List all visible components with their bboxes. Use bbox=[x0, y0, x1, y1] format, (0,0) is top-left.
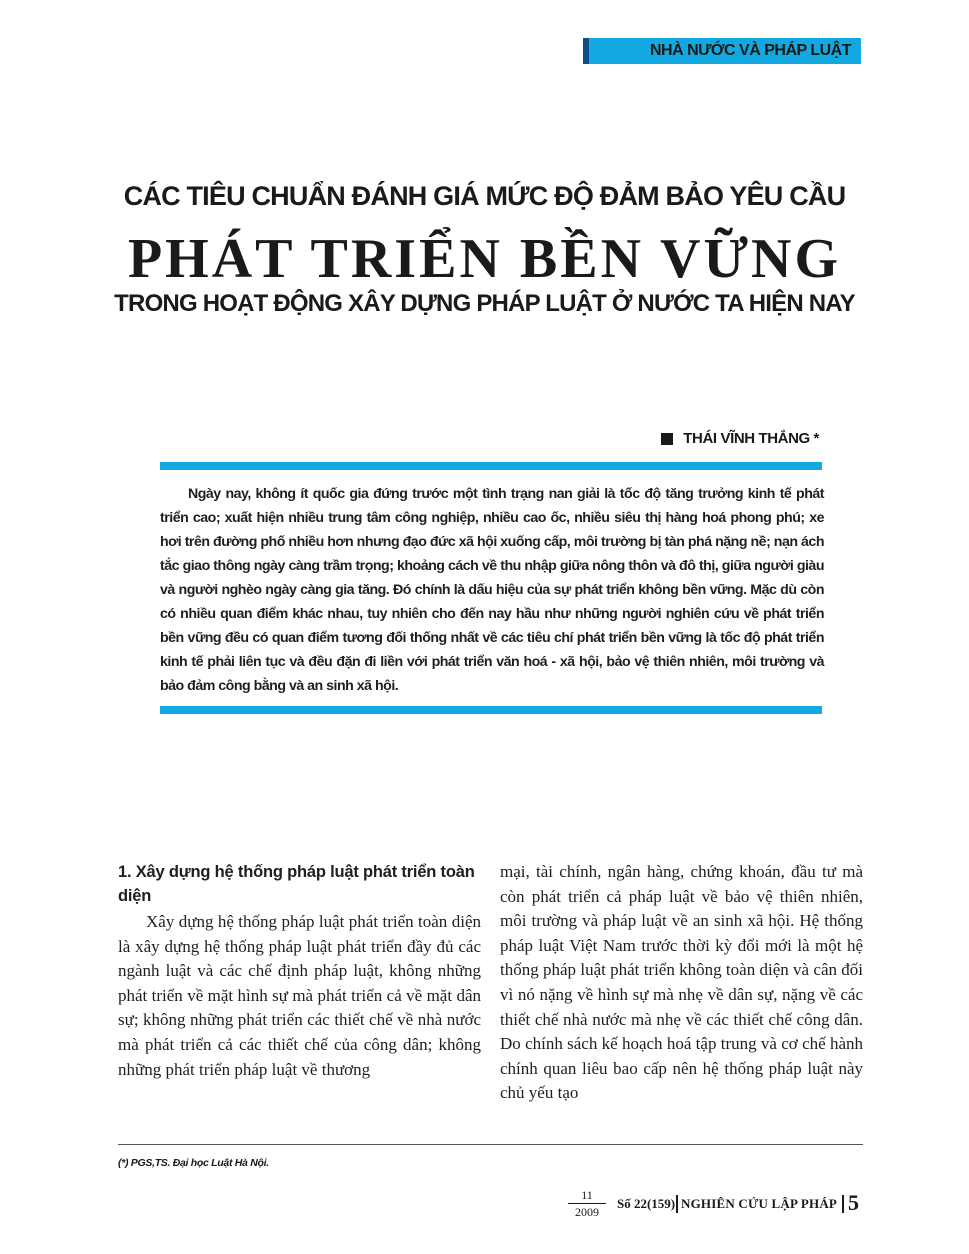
footnote-rule bbox=[118, 1144, 863, 1145]
footnote: (*) PGS,TS. Đại học Luật Hà Nội. bbox=[118, 1157, 269, 1169]
footer-journal: NGHIÊN CỨU LẬP PHÁP bbox=[681, 1196, 838, 1211]
body-paragraph-right: mại, tài chính, ngân hàng, chứng khoán, đầu tư mà còn phát triển cả pháp luật về bảo vệ thiên nhiên, môi trường và pháp luật về an sinh xã hội. Hệ thống pháp luật Việt Nam trước thời kỳ đổi mới là một hệ thống pháp luật phát triển không toàn diện và cân đối vì nó nặng về hình sự mà nhẹ về dân sự, nặng về các thiết chế nhà nước mà nhẹ về các thiết chế công dân. Do chính sách kế hoạch hoá tập trung và cơ chế hành chính quan liêu bao cấp nên hệ thống pháp luật này chủ yếu tạo bbox=[500, 862, 863, 1103]
body-column-left bbox=[118, 860, 481, 1082]
footer-divider-2 bbox=[842, 1195, 844, 1213]
footer-date-rule bbox=[568, 1203, 606, 1204]
body-paragraph-left: Xây dựng hệ thống pháp luật phát triển toàn diện là xây dựng hệ thống pháp luật phát triển đầy đủ các ngành luật và các chế định pháp luật, không những phát triển về mặt hình sự mà phát triển cả về mặt dân sự; không những phát triển các thiết chế về nhà nước mà phát triển cả các thiết chế của công dân; không những phát triển pháp luật về thương bbox=[118, 912, 481, 1079]
footer-divider-1 bbox=[676, 1195, 678, 1213]
title-line-3: TRONG HOẠT ĐỘNG XÂY DỰNG PHÁP LUẬT Ở NƯỚC TA HIỆN NAY bbox=[114, 290, 855, 317]
body-column-right bbox=[500, 860, 863, 1106]
footer-year: 2009 bbox=[575, 1205, 599, 1219]
abstract-text: Ngày nay, không ít quốc gia đứng trước một tình trạng nan giải là tốc độ tăng trưởng kinh tế phát triển cao; xuất hiện nhiều trung tâm công nghiệp, nhiều cao ốc, nhiều siêu thị hàng hoá phong phú; xe hơi trên đường phố nhiều hơn nhưng đạo đức xã hội xuống cấp, môi trường bị tàn phá nặng nề; nạn ách tắc giao thông ngày càng trầm trọng; khoảng cách về thu nhập giữa nông thôn và đô thị, giữa người giàu và người nghèo ngày càng gia tăng. Đó chính là dấu hiệu của sự phát triển không bền vững. Mặc dù còn có nhiều quan điểm khác nhau, tuy nhiên cho đến nay hầu như những người nghiên cứu về phát triển bền vững đều có quan điểm tương đối thống nhất về các tiêu chí phát triển bền vững là tốc độ phát triển kinh tế phải liên tục và đều đặn đi liền với phát triển văn hoá - xã hội, bảo vệ thiên nhiên, môi trường và bảo đảm công bằng và an sinh xã hội. bbox=[160, 486, 824, 694]
section-tag-text: NHÀ NƯỚC VÀ PHÁP LUẬT bbox=[649, 42, 851, 59]
page-number: 5 bbox=[848, 1190, 859, 1215]
author-name: THÁI VĨNH THẮNG * bbox=[683, 430, 819, 447]
author-byline bbox=[661, 430, 819, 447]
footer-date bbox=[568, 1188, 606, 1219]
footer-month: 11 bbox=[581, 1188, 593, 1202]
title-line-1: CÁC TIÊU CHUẨN ĐÁNH GIÁ MỨC ĐỘ ĐẢM BẢO YÊU CẦU bbox=[123, 181, 846, 211]
section-heading: 1. Xây dựng hệ thống pháp luật phát triển toàn diện bbox=[118, 863, 475, 905]
section-tag-bar bbox=[583, 38, 589, 64]
bullet-square-icon bbox=[661, 433, 673, 445]
abstract-top-rule bbox=[160, 462, 822, 470]
footer-issue: Số 22(159) bbox=[617, 1196, 676, 1211]
abstract-bottom-rule bbox=[160, 706, 822, 714]
section-tag bbox=[583, 38, 861, 64]
title-line-2: PHÁT TRIỂN BỀN VỮNG bbox=[127, 228, 842, 290]
